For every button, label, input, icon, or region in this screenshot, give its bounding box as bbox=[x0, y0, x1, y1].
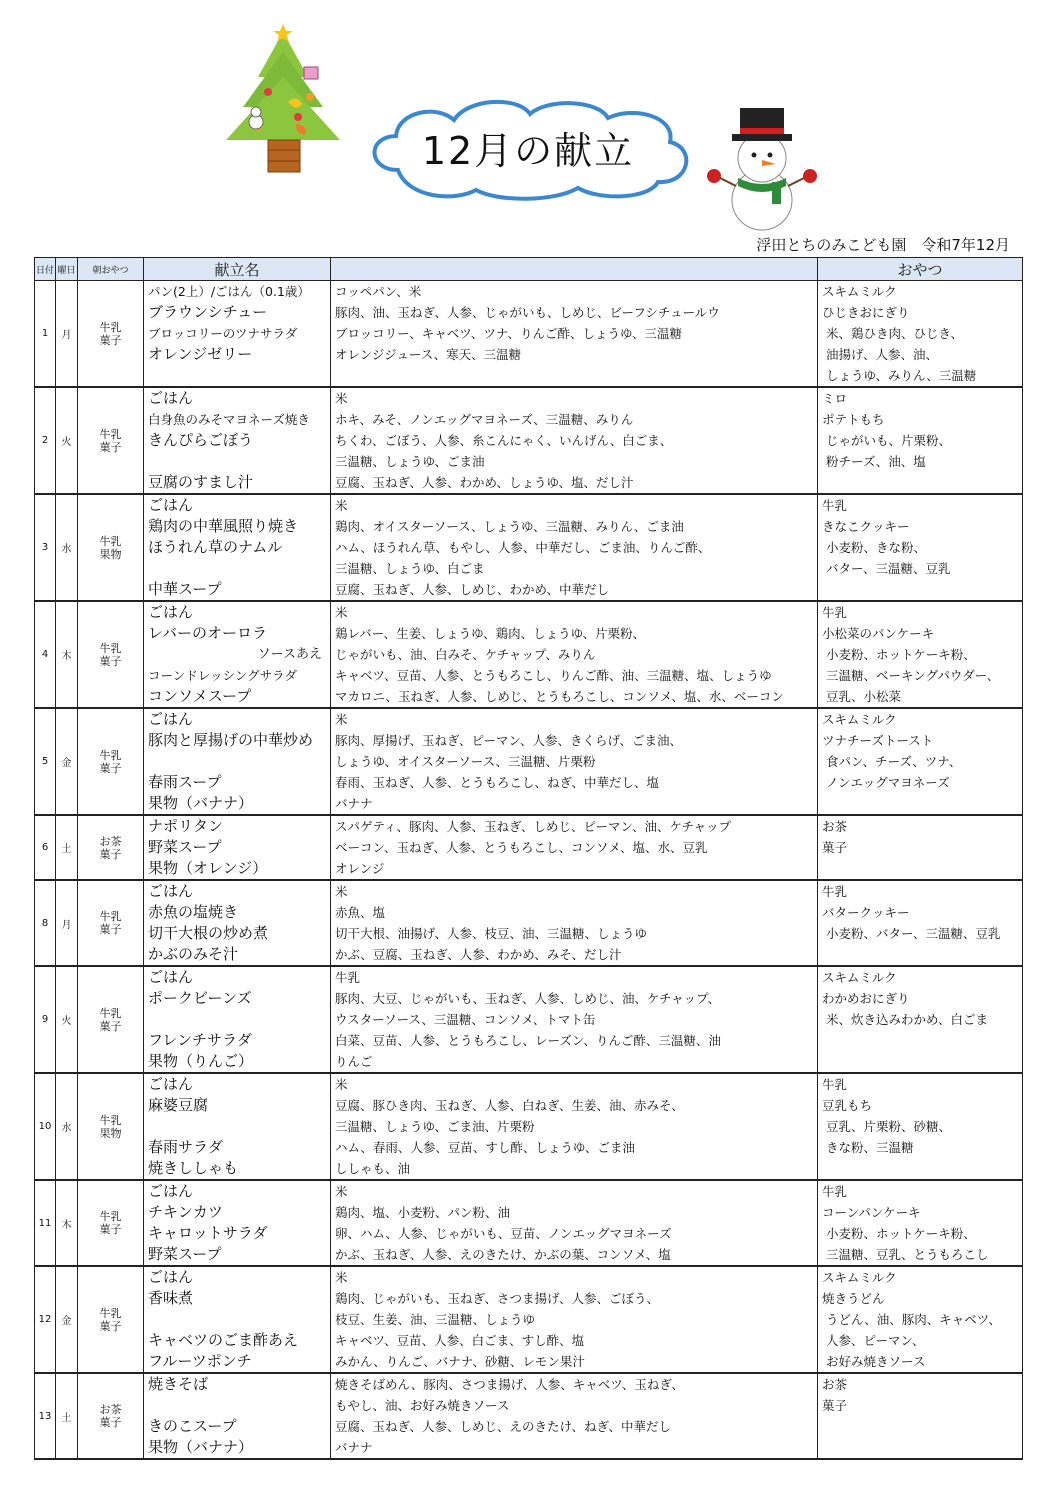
dish-names bbox=[144, 387, 331, 494]
morning-snack-item: 果物 bbox=[99, 1126, 122, 1140]
dish-names bbox=[144, 281, 331, 388]
dish-line: 中華スープ bbox=[148, 580, 222, 598]
ingredient-line: 鶏肉、オイスターソース、しょうゆ、三温糖、みりん、ごま油 bbox=[335, 519, 684, 534]
ingredient-line: ちくわ、ごぼう、人参、糸こんにゃく、いんげん、白ごま、 bbox=[335, 433, 673, 448]
morning-snack-item: 菓子 bbox=[99, 1319, 122, 1333]
ingredient-line: ししゃも、油 bbox=[335, 1161, 411, 1176]
ingredient-line: ベーコン、玉ねぎ、人参、とうもろこし、コンソメ、塩、水、豆乳 bbox=[335, 840, 708, 855]
dish-line: 豆腐のすまし汁 bbox=[148, 473, 254, 491]
day-number: 3 bbox=[35, 494, 56, 601]
oyatsu-line: 米、炊き込みわかめ、白ごま bbox=[826, 1012, 989, 1027]
oyatsu-list bbox=[818, 601, 1023, 708]
morning-snack bbox=[78, 1073, 144, 1180]
table-row bbox=[35, 281, 1023, 388]
ingredient-line: 切干大根、油揚げ、人参、枝豆、油、三温糖、しょうゆ bbox=[335, 926, 648, 941]
table-header-row bbox=[35, 258, 1023, 281]
header-ingredients bbox=[331, 258, 818, 281]
morning-snack-item: 牛乳 bbox=[99, 1113, 122, 1127]
dish-line: 野菜スープ bbox=[148, 1245, 222, 1263]
ingredient-line: 米 bbox=[335, 1184, 348, 1199]
dish-line: 果物（りんご） bbox=[148, 1052, 254, 1070]
dish-line: 焼きそば bbox=[148, 1375, 209, 1393]
morning-snack bbox=[78, 815, 144, 880]
oyatsu-line: 食パン、チーズ、ツナ、 bbox=[826, 754, 962, 769]
ingredient-line: 鶏肉、塩、小麦粉、パン粉、油 bbox=[335, 1205, 511, 1220]
ingredient-line: 春雨、玉ねぎ、人参、とうもろこし、ねぎ、中華だし、塩 bbox=[335, 775, 660, 790]
morning-snack-item: 牛乳 bbox=[99, 1210, 122, 1223]
menu-table bbox=[34, 257, 1023, 1460]
day-of-week: 火 bbox=[56, 387, 78, 494]
ingredient-line: キャベツ、豆苗、人参、とうもろこし、りんご酢、油、三温糖、塩、しょうゆ bbox=[335, 668, 772, 683]
oyatsu-list bbox=[818, 880, 1023, 966]
dish-line bbox=[144, 1395, 330, 1416]
oyatsu-line: スキムミルク bbox=[822, 1270, 897, 1285]
morning-snack bbox=[78, 708, 144, 815]
morning-snack-item: 菓子 bbox=[99, 333, 122, 347]
dish-line: ごはん bbox=[148, 389, 194, 407]
oyatsu-line: 人参、ピーマン、 bbox=[826, 1333, 925, 1348]
oyatsu-line: 牛乳 bbox=[822, 1184, 848, 1199]
ingredient-line: オレンジ bbox=[335, 861, 385, 876]
dish-names bbox=[144, 1373, 331, 1459]
morning-snack bbox=[78, 281, 144, 388]
dish-line: ごはん bbox=[148, 1268, 194, 1286]
oyatsu-line: バタークッキー bbox=[822, 905, 910, 920]
ingredient-line: 三温糖、しょうゆ、ごま油 bbox=[335, 454, 485, 469]
oyatsu-line bbox=[818, 579, 1022, 600]
ingredient-line: コッペパン、米 bbox=[335, 284, 422, 299]
ingredient-line: オレンジジュース、寒天、三温糖 bbox=[335, 347, 522, 362]
oyatsu-list bbox=[818, 966, 1023, 1073]
morning-snack-item: 菓子 bbox=[99, 923, 122, 936]
day-of-week: 月 bbox=[56, 281, 78, 388]
ingredient-line: 豚肉、油、玉ねぎ、人参、じゃがいも、しめじ、ビーフシチュールウ bbox=[335, 305, 720, 320]
ingredient-list bbox=[331, 708, 818, 815]
table-row bbox=[35, 1266, 1023, 1373]
oyatsu-line: 三温糖、ベーキングパウダー、 bbox=[826, 668, 1000, 683]
morning-snack-item: 菓子 bbox=[99, 654, 122, 668]
header-date: 日付 bbox=[35, 258, 56, 281]
dish-line: ごはん bbox=[148, 603, 194, 621]
day-number: 1 bbox=[35, 281, 56, 388]
dish-line: ブロッコリーのツナサラダ bbox=[148, 326, 298, 341]
oyatsu-line bbox=[818, 793, 1022, 814]
oyatsu-line: 豆乳、小松菜 bbox=[826, 689, 902, 704]
day-number: 2 bbox=[35, 387, 56, 494]
oyatsu-line: きな粉、三温糖 bbox=[826, 1140, 914, 1155]
oyatsu-line: しょうゆ、みりん、三温糖 bbox=[826, 368, 977, 383]
oyatsu-line: お茶 bbox=[822, 819, 848, 834]
ingredient-line: スパゲティ、豚肉、人参、玉ねぎ、しめじ、ピーマン、油、ケチャップ bbox=[335, 819, 732, 834]
oyatsu-line: 菓子 bbox=[822, 840, 848, 855]
morning-snack-item: 牛乳 bbox=[99, 910, 122, 923]
day-of-week: 金 bbox=[56, 708, 78, 815]
ingredient-line: ウスターソース、三温糖、コンソメ、トマト缶 bbox=[335, 1012, 596, 1027]
oyatsu-line: 豆乳、片栗粉、砂糖、 bbox=[826, 1119, 952, 1134]
ingredient-line: 牛乳 bbox=[335, 970, 361, 985]
oyatsu-line: ひじきおにぎり bbox=[822, 305, 910, 320]
day-of-week: 火 bbox=[56, 966, 78, 1073]
oyatsu-line: 焼きうどん bbox=[822, 1291, 885, 1306]
oyatsu-list bbox=[818, 708, 1023, 815]
table-row bbox=[35, 966, 1023, 1073]
morning-snack-item: 果物 bbox=[99, 547, 122, 561]
morning-snack-item: 牛乳 bbox=[99, 1306, 122, 1320]
dish-line: ほうれん草のナムル bbox=[148, 538, 283, 556]
morning-snack-item: 牛乳 bbox=[99, 641, 122, 655]
dish-line: 野菜スープ bbox=[148, 838, 222, 856]
dish-names bbox=[144, 880, 331, 966]
oyatsu-line: 三温糖、豆乳、とうもろこし bbox=[826, 1247, 989, 1262]
dish-line: コンソメスープ bbox=[148, 687, 252, 705]
dish-line bbox=[144, 558, 330, 579]
dish-line: パン(2上）/ごはん（0.1歳） bbox=[148, 284, 310, 299]
dish-line: 春雨スープ bbox=[148, 773, 222, 791]
morning-snack-item: 菓子 bbox=[99, 761, 122, 775]
ingredient-line: 赤魚、塩 bbox=[335, 905, 386, 920]
ingredient-line: 焼きそばめん、豚肉、さつま揚げ、人参、キャベツ、玉ねぎ、 bbox=[335, 1377, 684, 1392]
oyatsu-line bbox=[818, 1051, 1022, 1072]
morning-snack bbox=[78, 494, 144, 601]
dish-line: ソースあえ bbox=[257, 647, 322, 662]
ingredient-line: 鶏肉、じゃがいも、玉ねぎ、さつま揚げ、人参、ごぼう、 bbox=[335, 1291, 660, 1306]
ingredient-line: 米 bbox=[335, 391, 348, 406]
table-row bbox=[35, 1180, 1023, 1266]
ingredient-line: ハム、ほうれん草、もやし、人参、中華だし、ごま油、りんご酢、 bbox=[335, 540, 711, 555]
dish-names bbox=[144, 494, 331, 601]
morning-snack-item: 牛乳 bbox=[99, 534, 122, 548]
oyatsu-line: スキムミルク bbox=[822, 712, 897, 727]
oyatsu-line: お茶 bbox=[822, 1377, 848, 1392]
ingredient-line: 豆腐、玉ねぎ、人参、しめじ、わかめ、中華だし bbox=[335, 582, 610, 597]
ingredient-line: 三温糖、しょうゆ、白ごま bbox=[335, 561, 485, 576]
day-number: 10 bbox=[35, 1073, 56, 1180]
dish-line bbox=[144, 365, 330, 386]
ingredient-list bbox=[331, 601, 818, 708]
dish-line: フルーツポンチ bbox=[148, 1352, 252, 1370]
dish-line: かぶのみそ汁 bbox=[148, 945, 239, 963]
header-oyatsu: おやつ bbox=[818, 258, 1023, 281]
dish-line: 果物（バナナ） bbox=[148, 794, 254, 812]
oyatsu-line: スキムミルク bbox=[822, 970, 897, 985]
ingredient-line: じゃがいも、油、白みそ、ケチャップ、みりん bbox=[335, 647, 596, 662]
oyatsu-list bbox=[818, 815, 1023, 880]
oyatsu-line bbox=[818, 1416, 1022, 1437]
table-row bbox=[35, 494, 1023, 601]
dish-line: オレンジゼリー bbox=[148, 345, 253, 363]
dish-line: きんぴらごぼう bbox=[148, 431, 254, 449]
day-number: 13 bbox=[35, 1373, 56, 1459]
dish-line: 春雨サラダ bbox=[148, 1138, 223, 1156]
ingredient-line: バナナ bbox=[335, 796, 373, 811]
oyatsu-line: 牛乳 bbox=[822, 884, 848, 899]
dish-line: レバーのオーロラ bbox=[148, 624, 267, 642]
dish-line: ごはん bbox=[148, 710, 194, 728]
dish-line: チキンカツ bbox=[148, 1203, 223, 1221]
ingredient-line: キャベツ、豆苗、人参、白ごま、すし酢、塩 bbox=[335, 1333, 585, 1348]
ingredient-line: バナナ bbox=[335, 1440, 373, 1455]
dish-line: 麻婆豆腐 bbox=[148, 1096, 209, 1114]
table-row bbox=[35, 815, 1023, 880]
dish-line: 赤魚の塩焼き bbox=[148, 903, 239, 921]
ingredient-list bbox=[331, 281, 818, 388]
dish-line: ポークビーンズ bbox=[148, 989, 252, 1007]
page-title: 12月の献立 bbox=[421, 128, 635, 173]
morning-snack-item: 牛乳 bbox=[99, 748, 122, 762]
table-row bbox=[35, 880, 1023, 966]
header-morning-snack: 朝おやつ bbox=[78, 258, 144, 281]
dish-line: キャロットサラダ bbox=[148, 1224, 268, 1242]
table-row bbox=[35, 1073, 1023, 1180]
oyatsu-line: きなこクッキー bbox=[822, 519, 910, 534]
header-dow: 曜日 bbox=[56, 258, 78, 281]
oyatsu-line: わかめおにぎり bbox=[822, 991, 910, 1006]
oyatsu-line: 牛乳 bbox=[822, 1077, 848, 1092]
morning-snack-item: 牛乳 bbox=[99, 427, 122, 441]
ingredient-list bbox=[331, 1373, 818, 1459]
dish-line: 焼きししゃも bbox=[148, 1159, 239, 1177]
oyatsu-line: ポテトもち bbox=[822, 412, 885, 427]
day-of-week: 土 bbox=[56, 1373, 78, 1459]
ingredient-list bbox=[331, 1073, 818, 1180]
ingredient-line: マカロニ、玉ねぎ、人参、しめじ、とうもろこし、コンソメ、塩、水、ベーコン bbox=[335, 689, 784, 704]
oyatsu-list bbox=[818, 494, 1023, 601]
dish-line bbox=[144, 1116, 330, 1137]
morning-snack-item: お茶 bbox=[99, 834, 122, 848]
dish-line: ごはん bbox=[148, 496, 194, 514]
oyatsu-line: ミロ bbox=[822, 391, 848, 406]
ingredient-line: 豆腐、豚ひき肉、玉ねぎ、人参、白ねぎ、生姜、油、赤みそ、 bbox=[335, 1098, 684, 1113]
oyatsu-line: 小麦粉、ホットケーキ粉、 bbox=[826, 647, 976, 662]
oyatsu-line bbox=[818, 944, 1022, 965]
dish-line: ブラウンシチュー bbox=[148, 303, 268, 321]
oyatsu-line: 粉チーズ、油、塩 bbox=[826, 454, 926, 469]
ingredient-line: ハム、春雨、人参、豆苗、すし酢、しょうゆ、ごま油 bbox=[335, 1140, 635, 1155]
table-row bbox=[35, 1373, 1023, 1459]
morning-snack bbox=[78, 880, 144, 966]
day-number: 11 bbox=[35, 1180, 56, 1266]
day-number: 6 bbox=[35, 815, 56, 880]
oyatsu-line: 小麦粉、ホットケーキ粉、 bbox=[826, 1226, 976, 1241]
dish-line: 豚肉と厚揚げの中華炒め bbox=[148, 731, 314, 749]
ingredient-list bbox=[331, 880, 818, 966]
morning-snack-item: 菓子 bbox=[99, 1416, 122, 1429]
morning-snack bbox=[78, 387, 144, 494]
dish-names bbox=[144, 1180, 331, 1266]
dish-line bbox=[144, 451, 330, 472]
dish-line: ごはん bbox=[148, 968, 194, 986]
ingredient-line: 豚肉、大豆、じゃがいも、玉ねぎ、人参、しめじ、油、ケチャップ、 bbox=[335, 991, 721, 1006]
dish-line: ごはん bbox=[148, 1075, 194, 1093]
oyatsu-list bbox=[818, 1373, 1023, 1459]
day-of-week: 土 bbox=[56, 815, 78, 880]
morning-snack-item: 牛乳 bbox=[99, 1006, 122, 1020]
oyatsu-line: 豆乳もち bbox=[822, 1098, 873, 1113]
dish-line: ナポリタン bbox=[148, 817, 224, 835]
ingredient-line: りんご bbox=[335, 1054, 373, 1069]
oyatsu-line: 牛乳 bbox=[822, 498, 848, 513]
dish-line bbox=[144, 751, 330, 772]
morning-snack bbox=[78, 1373, 144, 1459]
oyatsu-line bbox=[818, 472, 1022, 493]
morning-snack bbox=[78, 1180, 144, 1266]
ingredient-line: 米 bbox=[335, 605, 348, 620]
ingredient-line: ブロッコリー、キャベツ、ツナ、りんご酢、しょうゆ、三温糖 bbox=[335, 326, 683, 341]
morning-snack-item: 菓子 bbox=[99, 1019, 122, 1033]
dish-line: キャベツのごま酢あえ bbox=[148, 1331, 299, 1349]
oyatsu-list bbox=[818, 387, 1023, 494]
ingredient-line: 豚肉、厚揚げ、玉ねぎ、ピーマン、人参、きくらげ、ごま油、 bbox=[335, 733, 683, 748]
christmas-tree-illustration bbox=[218, 22, 348, 182]
dish-line bbox=[144, 1009, 330, 1030]
oyatsu-line bbox=[818, 1437, 1022, 1458]
oyatsu-line bbox=[818, 1158, 1022, 1179]
oyatsu-line: 小松菜のパンケーキ bbox=[822, 626, 935, 641]
dish-line: 白身魚のみそマヨネーズ焼き bbox=[148, 412, 310, 427]
oyatsu-line bbox=[818, 1030, 1022, 1051]
dish-line: 果物（オレンジ） bbox=[148, 859, 268, 877]
dish-names bbox=[144, 601, 331, 708]
morning-snack-item: 牛乳 bbox=[99, 320, 122, 334]
oyatsu-line: うどん、油、豚肉、キャベツ、 bbox=[826, 1312, 1001, 1327]
dish-line: ごはん bbox=[148, 1182, 194, 1200]
ingredient-list bbox=[331, 494, 818, 601]
morning-snack-item: 菓子 bbox=[99, 1223, 122, 1236]
ingredient-line: しょうゆ、オイスターソース、三温糖、片栗粉 bbox=[335, 754, 596, 769]
ingredient-line bbox=[331, 365, 817, 386]
ingredient-line: 米 bbox=[335, 1077, 348, 1092]
ingredient-line: 白菜、豆苗、人参、とうもろこし、レーズン、りんご酢、三温糖、油 bbox=[335, 1033, 721, 1048]
day-number: 12 bbox=[35, 1266, 56, 1373]
oyatsu-line: 菓子 bbox=[822, 1398, 848, 1413]
dish-line: きのこスープ bbox=[148, 1417, 237, 1435]
oyatsu-list bbox=[818, 281, 1023, 388]
oyatsu-list bbox=[818, 1073, 1023, 1180]
ingredient-line: 卵、ハム、人参、じゃがいも、豆苗、ノンエッグマヨネーズ bbox=[335, 1226, 672, 1241]
dish-line: 鶏肉の中華風照り焼き bbox=[148, 517, 299, 535]
table-row bbox=[35, 601, 1023, 708]
dish-line: 果物（バナナ） bbox=[148, 1438, 254, 1456]
ingredient-line: 米 bbox=[335, 884, 348, 899]
dish-line bbox=[144, 1309, 330, 1330]
day-number: 8 bbox=[35, 880, 56, 966]
ingredient-line: ホキ、みそ、ノンエッグマヨネーズ、三温糖、みりん bbox=[335, 412, 634, 427]
ingredient-line: 米 bbox=[335, 1270, 348, 1285]
oyatsu-line: 小麦粉、バター、三温糖、豆乳 bbox=[826, 926, 1001, 941]
header-dish: 献立名 bbox=[144, 258, 331, 281]
ingredient-line: 米 bbox=[335, 712, 348, 727]
dish-names bbox=[144, 815, 331, 880]
morning-snack-item: 菓子 bbox=[99, 847, 122, 861]
ingredient-line: 米 bbox=[335, 498, 348, 513]
morning-snack bbox=[78, 1266, 144, 1373]
oyatsu-line: 牛乳 bbox=[822, 605, 848, 620]
ingredient-list bbox=[331, 387, 818, 494]
oyatsu-list bbox=[818, 1266, 1023, 1373]
day-of-week: 金 bbox=[56, 1266, 78, 1373]
ingredient-list bbox=[331, 966, 818, 1073]
ingredient-line: 三温糖、しょうゆ、ごま油、片栗粉 bbox=[335, 1119, 535, 1134]
dish-line: フレンチサラダ bbox=[148, 1031, 252, 1049]
day-number: 5 bbox=[35, 708, 56, 815]
oyatsu-line: ノンエッグマヨネーズ bbox=[826, 775, 950, 790]
snowman-illustration bbox=[700, 100, 825, 235]
morning-snack bbox=[78, 601, 144, 708]
oyatsu-list bbox=[818, 1180, 1023, 1266]
dish-names bbox=[144, 1073, 331, 1180]
dish-line: 香味煮 bbox=[148, 1289, 194, 1307]
morning-snack-item: 菓子 bbox=[99, 440, 122, 454]
table-row bbox=[35, 387, 1023, 494]
ingredient-list bbox=[331, 815, 818, 880]
oyatsu-line: お好み焼きソース bbox=[826, 1354, 926, 1369]
school-and-date: 浮田とちのみこども園 令和7年12月 bbox=[756, 236, 1010, 254]
oyatsu-line: ツナチーズトースト bbox=[822, 733, 934, 748]
dish-names bbox=[144, 966, 331, 1073]
day-number: 9 bbox=[35, 966, 56, 1073]
ingredient-line: かぶ、玉ねぎ、人参、えのきたけ、かぶの葉、コンソメ、塩 bbox=[335, 1247, 671, 1262]
day-number: 4 bbox=[35, 601, 56, 708]
oyatsu-line: コーンパンケーキ bbox=[822, 1205, 921, 1220]
oyatsu-line bbox=[818, 858, 1022, 879]
day-of-week: 木 bbox=[56, 1180, 78, 1266]
ingredient-list bbox=[331, 1180, 818, 1266]
oyatsu-line: 米、鶏ひき肉、ひじき、 bbox=[826, 326, 964, 341]
oyatsu-line: バター、三温糖、豆乳 bbox=[826, 561, 951, 576]
dish-names bbox=[144, 708, 331, 815]
ingredient-line: 枝豆、生姜、油、三温糖、しょうゆ bbox=[335, 1312, 536, 1327]
ingredient-list bbox=[331, 1266, 818, 1373]
morning-snack-item: お茶 bbox=[99, 1403, 122, 1416]
oyatsu-line: 油揚げ、人参、油、 bbox=[826, 347, 939, 362]
day-of-week: 水 bbox=[56, 1073, 78, 1180]
dish-line: ごはん bbox=[148, 882, 194, 900]
ingredient-line: もやし、油、お好み焼きソース bbox=[335, 1398, 510, 1413]
day-of-week: 月 bbox=[56, 880, 78, 966]
dish-names bbox=[144, 1266, 331, 1373]
morning-snack bbox=[78, 966, 144, 1073]
oyatsu-line: じゃがいも、片栗粉、 bbox=[826, 433, 952, 448]
ingredient-line: 鶏レバー、生姜、しょうゆ、鶏肉、しょうゆ、片栗粉、 bbox=[335, 626, 646, 641]
ingredient-line: かぶ、豆腐、玉ねぎ、人参、わかめ、みそ、だし汁 bbox=[335, 947, 622, 962]
oyatsu-line: スキムミルク bbox=[822, 284, 897, 299]
ingredient-line: みかん、りんご、バナナ、砂糖、レモン果汁 bbox=[335, 1354, 585, 1369]
table-row bbox=[35, 708, 1023, 815]
dish-line: 切干大根の炒め煮 bbox=[148, 924, 269, 942]
ingredient-line: 豆腐、玉ねぎ、人参、しめじ、えのきたけ、ねぎ、中華だし bbox=[335, 1419, 672, 1434]
ingredient-line: 豆腐、玉ねぎ、人参、わかめ、しょうゆ、塩、だし汁 bbox=[335, 475, 634, 490]
day-of-week: 木 bbox=[56, 601, 78, 708]
day-of-week: 水 bbox=[56, 494, 78, 601]
dish-line: コーンドレッシングサラダ bbox=[148, 668, 297, 683]
oyatsu-line: 小麦粉、きな粉、 bbox=[826, 540, 927, 555]
